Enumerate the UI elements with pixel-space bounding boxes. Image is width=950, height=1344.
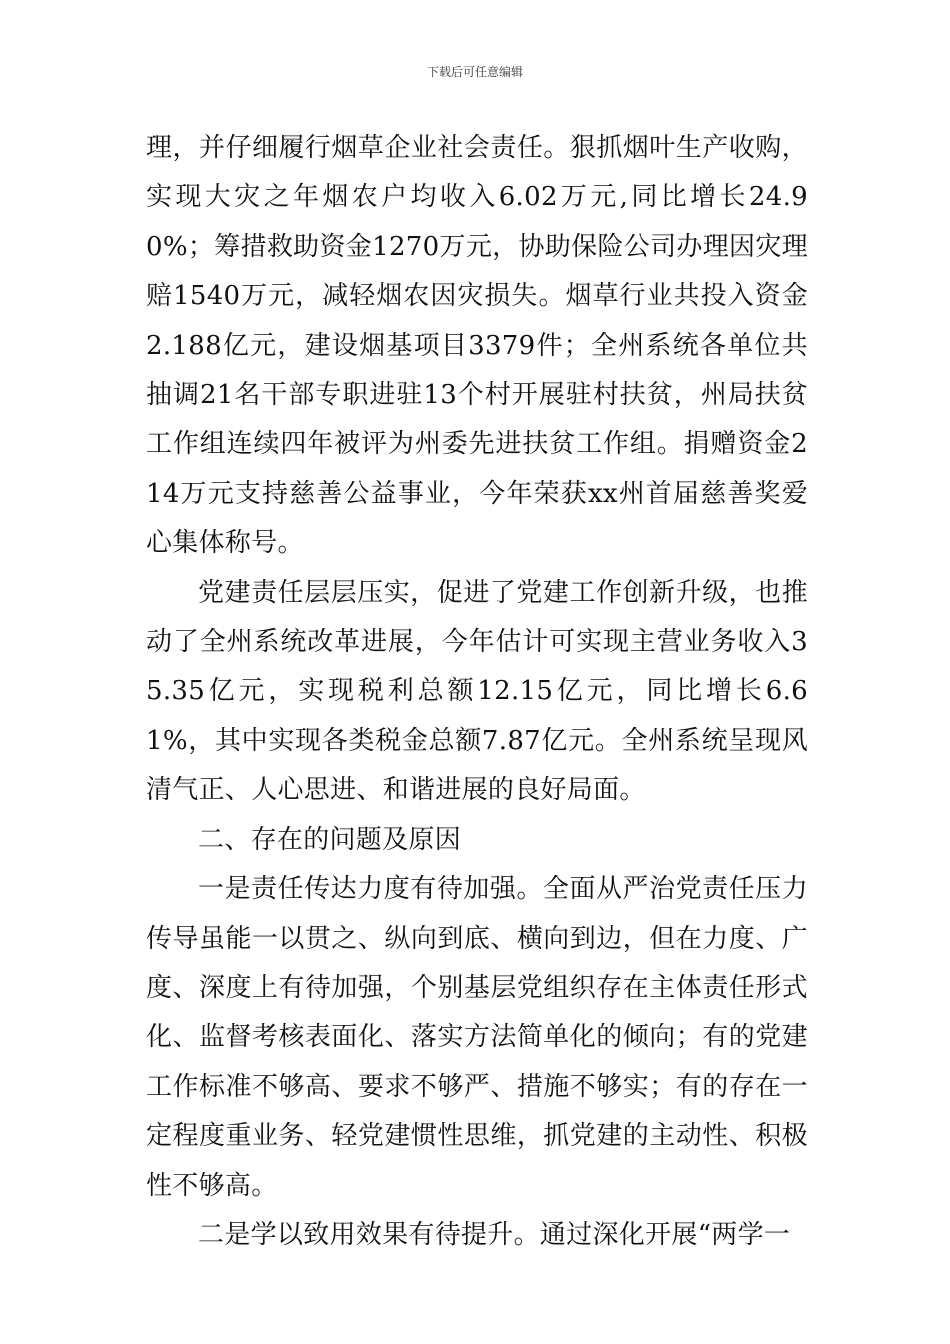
page-header-note: 下载后可任意编辑: [426, 65, 523, 79]
document-body: [146, 124, 808, 1260]
paragraph-party-building-results: 党建责任层层压实，促进了党建工作创新升级，也推动了全州系统改革进展，今年估计可实现主营业务收入35.35亿元，实现税利总额12.15亿元，同比增长6.61%，其中实现各类税金总额7.87亿元。全州系统呈现风清气正、人心思进、和谐进展的良好局面。: [146, 577, 808, 806]
paragraph-social-responsibility: 理，并仔细履行烟草企业社会责任。狠抓烟叶生产收购，实现大灾之年烟农户均收入6.02万元,同比增长24.90%；筹措救助资金1270万元，协助保险公司办理因灾理赔1540万元，减轻烟农因灾损失。烟草行业共投入资金2.188亿元，建设烟基项目3379件；全州系统各单位共抽调21名干部专职进驻13个村开展驻村扶贫，州局扶贫工作组连续四年被评为州委先进扶贫工作组。捐赠资金214万元支持慈善公益事业，今年荣获xx州首届慈善奖爱心集体称号。: [146, 133, 808, 559]
paragraph-responsibility-transmission: 一是责任传达力度有待加强。全面从严治党责任压力传导虽能一以贯之、纵向到底、横向到边，但在力度、广度、深度上有待加强，个别基层党组织存在主体责任形式化、监督考核表面化、落实方法简单化的倾向；有的党建工作标准不够高、要求不够严、措施不够实；有的存在一定程度重业务、轻党建惯性思维，抓党建的主动性、积极性不够高。: [146, 874, 808, 1201]
paragraph-learning-application: 二是学以致用效果有待提升。通过深化开展“两学一: [198, 1219, 791, 1250]
section-heading-problems: 二、存在的问题及原因: [198, 824, 462, 855]
